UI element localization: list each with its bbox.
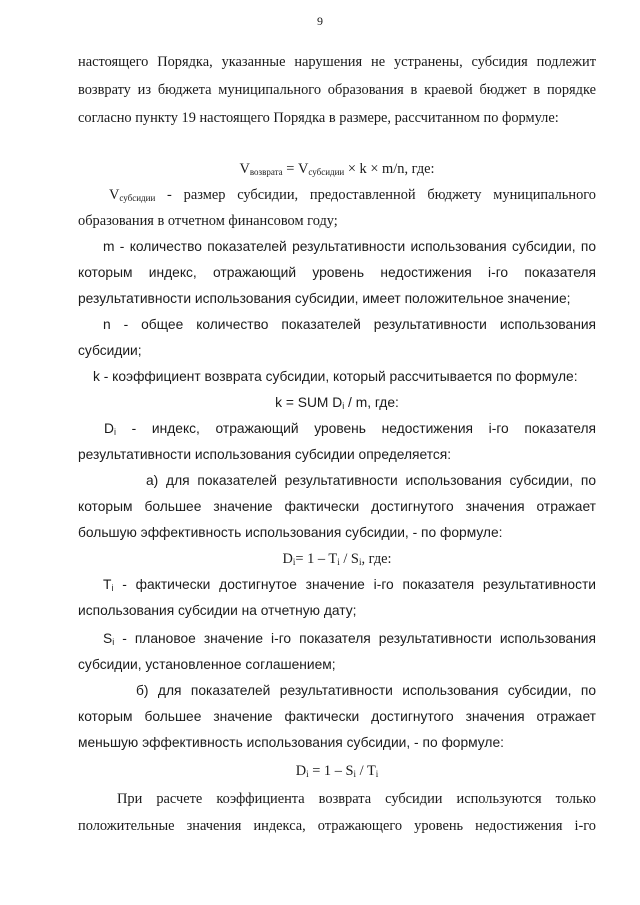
page-number: 9 xyxy=(317,14,323,28)
paragraph-line: образования в отчетном финансовом году; xyxy=(78,213,338,229)
definition-d: $D_i$ - индекс, отражающий уровень недостижения i-го показателя xyxy=(104,421,596,437)
definition-v: $V_{субсидии}$ - размер субсидии, предоставленной бюджету муниципального xyxy=(109,187,596,203)
definition-s: $S_i$ - плановое значение i-го показателя результативности использования xyxy=(103,631,596,647)
paragraph-line: согласно пункту 19 настоящего Порядка в размере, рассчитанном по формуле: xyxy=(78,110,559,126)
case-a: а) для показателей результативности использования субсидии, по xyxy=(146,473,596,488)
definition-k: k - коэффициент возврата субсидии, который рассчитывается по формуле: xyxy=(93,369,578,384)
paragraph-line: результативности использования субсидии, имеет положительное значение; xyxy=(78,291,571,306)
paragraph-line: настоящего Порядка, указанные нарушения не устранены, субсидия подлежит xyxy=(78,54,596,70)
formula-index-b: $D_i = 1 - S_i / T_i$ xyxy=(295,763,379,779)
paragraph-line: результативности использования субсидии определяется: xyxy=(78,447,452,462)
paragraph-line: которым большее значение фактически достигнутого значения отражает xyxy=(78,709,596,724)
paragraph-line: субсидии; xyxy=(78,343,142,358)
paragraph-line: большую эффективность использования субсидии, - по формуле: xyxy=(78,525,503,540)
paragraph-line: меньшую эффективность использования субсидии, - по формуле: xyxy=(78,735,504,750)
formula-return-amount: $V_{возврата} = V_{субсидии} \times k \times m/n$, где: xyxy=(239,161,435,177)
definition-n: n - общее количество показателей результативности использования xyxy=(103,317,596,332)
paragraph-line: которым большее значение фактически достигнутого значения отражает xyxy=(78,499,596,514)
definition-t: $T_i$ - фактически достигнутое значение i-го показателя результативности xyxy=(103,577,596,593)
paragraph-line: использования субсидии на отчетную дату; xyxy=(78,603,357,618)
case-b: б) для показателей результативности использования субсидии, по xyxy=(136,683,596,698)
definition-m: m - количество показателей результативности использования субсидии, по xyxy=(103,239,596,254)
paragraph-line: субсидии, установленное соглашением; xyxy=(78,657,336,672)
final-paragraph: При расчете коэффициента возврата субсидии используются только xyxy=(117,791,596,807)
paragraph-line: которым индекс, отражающий уровень недостижения i-го показателя xyxy=(78,265,596,280)
formula-index-a: $D_i= 1 - T_i / S_i$, где: xyxy=(282,551,392,567)
formula-coefficient: k = SUM $D_i$ / m, где: xyxy=(275,395,399,411)
paragraph-line: возврату из бюджета муниципального образования в краевой бюджет в порядке xyxy=(78,82,596,98)
paragraph-line: положительные значения индекса, отражающего уровень недостижения i-го xyxy=(78,818,596,834)
